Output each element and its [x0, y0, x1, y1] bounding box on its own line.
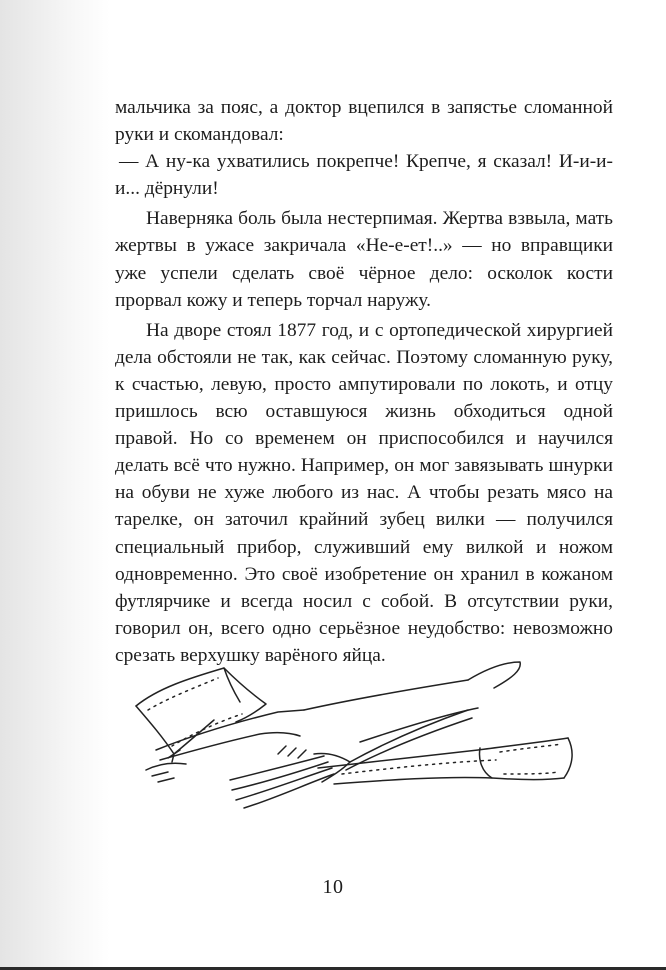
paragraph-1: мальчика за пояс, а доктор вцепился в запястье сломанной руки и скомандовал: [115, 97, 613, 146]
body-text [115, 94, 613, 669]
paragraph-2-dialogue: — А ну-ка ухватились покрепче! Крепче, я сказал! И-и-и-и... дёрнули! [115, 151, 613, 200]
book-spine-shadow [0, 0, 110, 970]
paragraph-4: На дворе стоял 1877 год, и с ортопедической хирургией дела обстояли не так, как сейчас. Поэтому сломанную руку, к счастью, левую, просто ампутировали по локоть, и отцу пришлось всю оставшуюся жизнь обходиться одной правой. Но со временем он приспособился и научился делать всё что нужно. Например, он мог завязывать шнурки на обуви не хуже любого из нас. А чтобы резать мясо на тарелке, он заточил крайний зубец вилки — получился специальный прибор, служивший ему вилкой и ножом одновременно. Это своё изобретение он хранил в кожаном футлярчике и всегда носил с собой. В отсутствии руки, говорил он, всего одно серьёзное неудобство: невозможно срезать верхушку варёного яйца. [115, 319, 613, 666]
paragraph-3: Наверняка боль была нестерпимая. Жертва взвыла, мать жертвы в ужасе закричала «Не-е-ет!..» — но вправщики уже успели сделать своё чёрное дело: осколок кости прорвал кожу и теперь торчал наружу. [115, 208, 613, 311]
fork-and-case-illustration [128, 658, 583, 813]
page-number: 10 [322, 876, 344, 898]
